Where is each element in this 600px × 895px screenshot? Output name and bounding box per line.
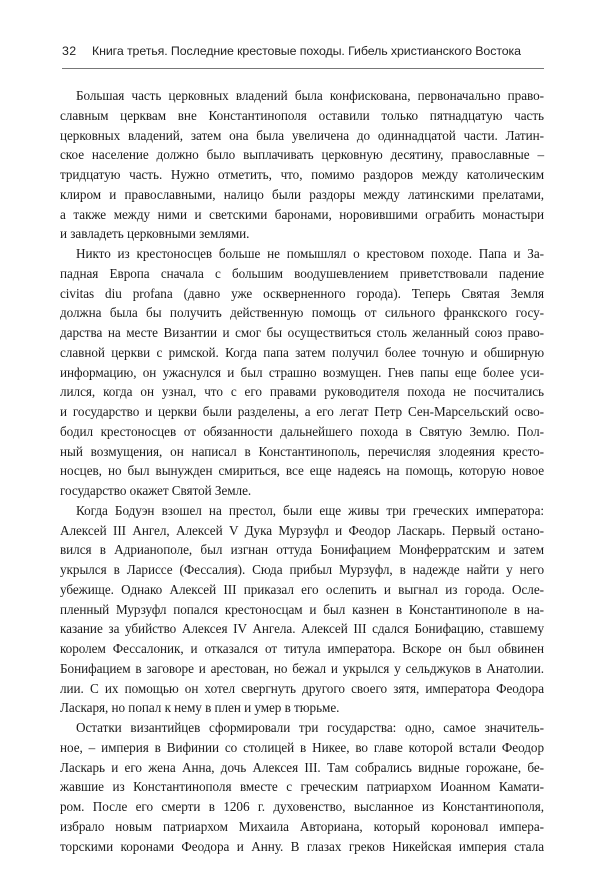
text-line: ный возмущения, он написал в Константинополь, перечисляя злодеяния кресто- xyxy=(60,443,544,459)
text-line: славной церкви с римской. Когда папа затем получил более точную и обширную xyxy=(60,344,544,360)
text-line: Большая часть церковных владений была конфискована, первоначально право- xyxy=(76,88,544,103)
text-line: торскими коронами Феодора и Анну. В глазах греков Никейская империя стала xyxy=(60,838,544,854)
paragraph xyxy=(60,501,544,718)
text-line: клиром и православными, налицо были раздоры между латинскими прелатами, xyxy=(60,186,544,202)
text-line: казание за убийство Алексея IV Ангела. Алексей III сдался Бонифацию, ставшему xyxy=(60,621,544,637)
text-line: пленный Мурзуфл попался крестоносцам и был казнен в Константинополе в на- xyxy=(60,601,544,617)
header-rule xyxy=(62,68,544,69)
running-head xyxy=(62,44,544,64)
text-line: королем Фессалоник, и отказался от титула императора. Вскоре он был обвинен xyxy=(60,641,544,656)
body-text xyxy=(60,86,544,856)
text-line: а также между ними и светскими баронами, норовившими ограбить монастыри xyxy=(60,206,544,222)
text-line: государство окажет Святой Земле. xyxy=(60,483,252,498)
text-line: носцев, но был вынужден смириться, все еще надеясь на помощь, которую новое xyxy=(60,463,544,479)
text-line: ское население должно было выплачивать церковную десятину, православные – xyxy=(60,147,544,163)
text-line: Алексей III Ангел, Алексей V Дука Мурзуфл и Феодор Ласкарь. Первый остано- xyxy=(60,522,544,538)
text-line: Бонифацием в заговоре и арестован, но бежал и укрылся у сельджуков в Анатолии. xyxy=(60,660,544,676)
text-line: избрало новым патриархом Михаила Авториана, который короновал импера- xyxy=(60,818,544,834)
text-line: жавшие из Константинополя вместе с греческим патриархом Иоанном Камати- xyxy=(60,779,544,795)
text-line: падная Европа сначала с большим воодушевлением приветствовали падение xyxy=(60,265,544,281)
text-line: вился в Адрианополе, был изгнан оттуда Бонифацием Монферратским и затем xyxy=(60,542,544,558)
text-line: дарства на месте Византии и смог бы осуществиться столь желанный союз право- xyxy=(60,325,544,340)
text-line: славным церквам вне Константинополя оставили только пятнадцатую часть xyxy=(60,107,544,123)
text-line: должна была бы получить действенную помощь от сильного франкского госу- xyxy=(60,305,544,321)
text-line: civitas diu profana (давно уже оскверненного города). Теперь Святая Земля xyxy=(60,285,544,301)
text-line: Когда Бодуэн взошел на престол, были еще живы три греческих императора: xyxy=(76,502,544,518)
text-line: Никто из крестоносцев больше не помышлял о крестовом походе. Папа и За- xyxy=(76,246,544,261)
text-line: лии. С их помощью он хотел свергнуть другого своего зятя, императора Феодора xyxy=(60,680,544,696)
running-title: Книга третья. Последние крестовые походы. Гибель христианского Востока xyxy=(92,44,521,58)
text-line: информацию, он ужаснулся и был страшно возмущен. Гнев папы еще более уси- xyxy=(60,364,544,380)
text-line: ром. После его смерти в 1206 г. духовенство, высланное из Константинополя, xyxy=(60,799,544,814)
page-number: 32 xyxy=(62,44,77,58)
text-line: и государство и церкви были разделены, а его легат Петр Сен-Марсельский осво- xyxy=(60,404,544,419)
text-line: бодил крестоносцев от обязанности дальнейшего похода в Святую Землю. Пол- xyxy=(60,423,544,439)
text-line: лился, когда он узнал, что с его правами руководителя похода не посчитались xyxy=(60,384,544,400)
text-line: Ласкарь и его жена Анна, дочь Алексея III. Там собрались видные горожане, бе- xyxy=(60,759,544,775)
paragraph xyxy=(60,86,544,244)
text-line: Остатки византийцев сформировали три государства: одно, самое значитель- xyxy=(76,720,544,735)
text-line: укрылся в Лариссе (Фессалия). Сюда прибыл Мурзуфл, в надежде найти у него xyxy=(60,562,544,577)
text-line: ное, – империя в Вифинии со столицей в Никее, во главе которой встали Феодор xyxy=(60,739,544,755)
text-line: убежище. Однако Алексей III приказал его ослепить и выгнал из города. Осле- xyxy=(60,581,544,597)
paragraph xyxy=(60,244,544,501)
text-line: Ласкаря, но попал к нему в плен и умер в тюрьме. xyxy=(60,700,340,716)
text-line: тридцатую часть. Нужно отметить, что, помимо раздоров между католическим xyxy=(60,167,544,182)
text-line: и завладеть церковными землями. xyxy=(60,226,250,242)
text-line: церковных владений, затем она была увеличена до одиннадцатой части. Латин- xyxy=(60,127,544,143)
paragraph xyxy=(60,718,544,856)
